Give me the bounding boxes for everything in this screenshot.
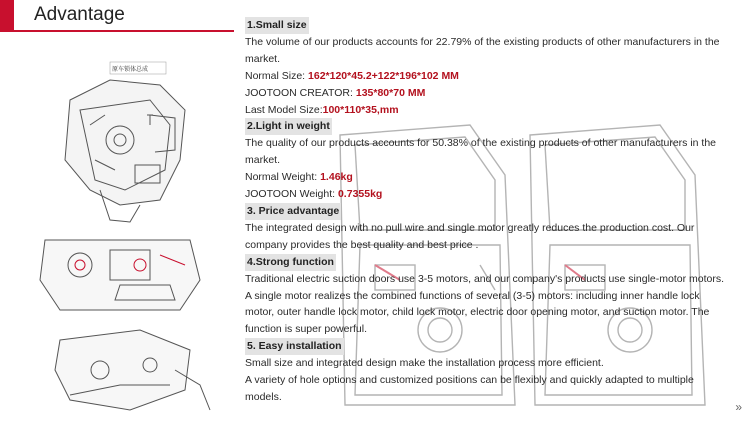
section-title-price-advantage: 3. Price advantage [245,203,341,220]
normal-weight-value: 1.46kg [320,171,353,184]
header-accent-bar [0,0,14,32]
section-title-light-weight: 2.Light in weight [245,118,332,135]
section-title-strong-function: 4.Strong function [245,254,336,271]
strong-function-description-1: Traditional electric suction doors use 3-5 motors, and our company's products use single-motor motors. [245,272,724,285]
strong-function-description-2: A single motor realizes the combined functions of several (3-5) motors: including inner handle lock motor, outer handle lock motor, child lock motor, electric door opening motor, and suction motor. The function is super powerful. [245,289,710,336]
last-model-size-value: 100*110*35,mm [322,103,399,116]
double-chevron-right-icon[interactable]: » [735,400,742,414]
easy-installation-description-2: A variety of hole options and customized positions can be flexibly and quickly adapted to multiple models. [245,374,694,403]
normal-weight-label: Normal Weight: [245,171,321,184]
normal-size-value: 162*120*45.2+122*196*102 MM [308,69,459,82]
last-model-size-label: Last Model Size: [245,103,323,116]
price-advantage-description: The integrated design with no pull wire and single motor greatly reduces the production cost. Our company provides the best quality and best price . [245,221,695,251]
light-weight-description: The quality of our products accounts for 50.38% of the existing products of other manufacturers in the market. [245,137,717,167]
advantages-text [245,17,725,406]
part-label: 原车锁体总成 [112,66,149,73]
creator-size-label: JOOTOON CREATOR: [245,86,356,99]
jootoon-weight-label: JOOTOON Weight: [245,188,338,201]
creator-size-line [245,85,725,102]
creator-size-value: 135*80*70 MM [355,86,426,99]
header-underline [14,30,234,32]
normal-weight-line [245,169,725,186]
jootoon-weight-value: 0.7355kg [337,188,383,201]
lock-assembly-illustration [0,40,240,415]
easy-installation-description-1: Small size and integrated design make the installation process more efficient. [245,357,604,370]
section-title-easy-installation: 5. Easy installation [245,338,344,355]
small-size-description: The volume of our products accounts for 22.79% of the existing products of other manufacturers in the market. [245,35,720,65]
section-title-small-size: 1.Small size [245,17,309,34]
last-model-size-line [245,102,725,119]
page-title: Advantage [34,4,125,25]
normal-size-label: Normal Size: [245,69,309,82]
jootoon-weight-line [245,186,725,203]
normal-size-line [245,68,725,85]
